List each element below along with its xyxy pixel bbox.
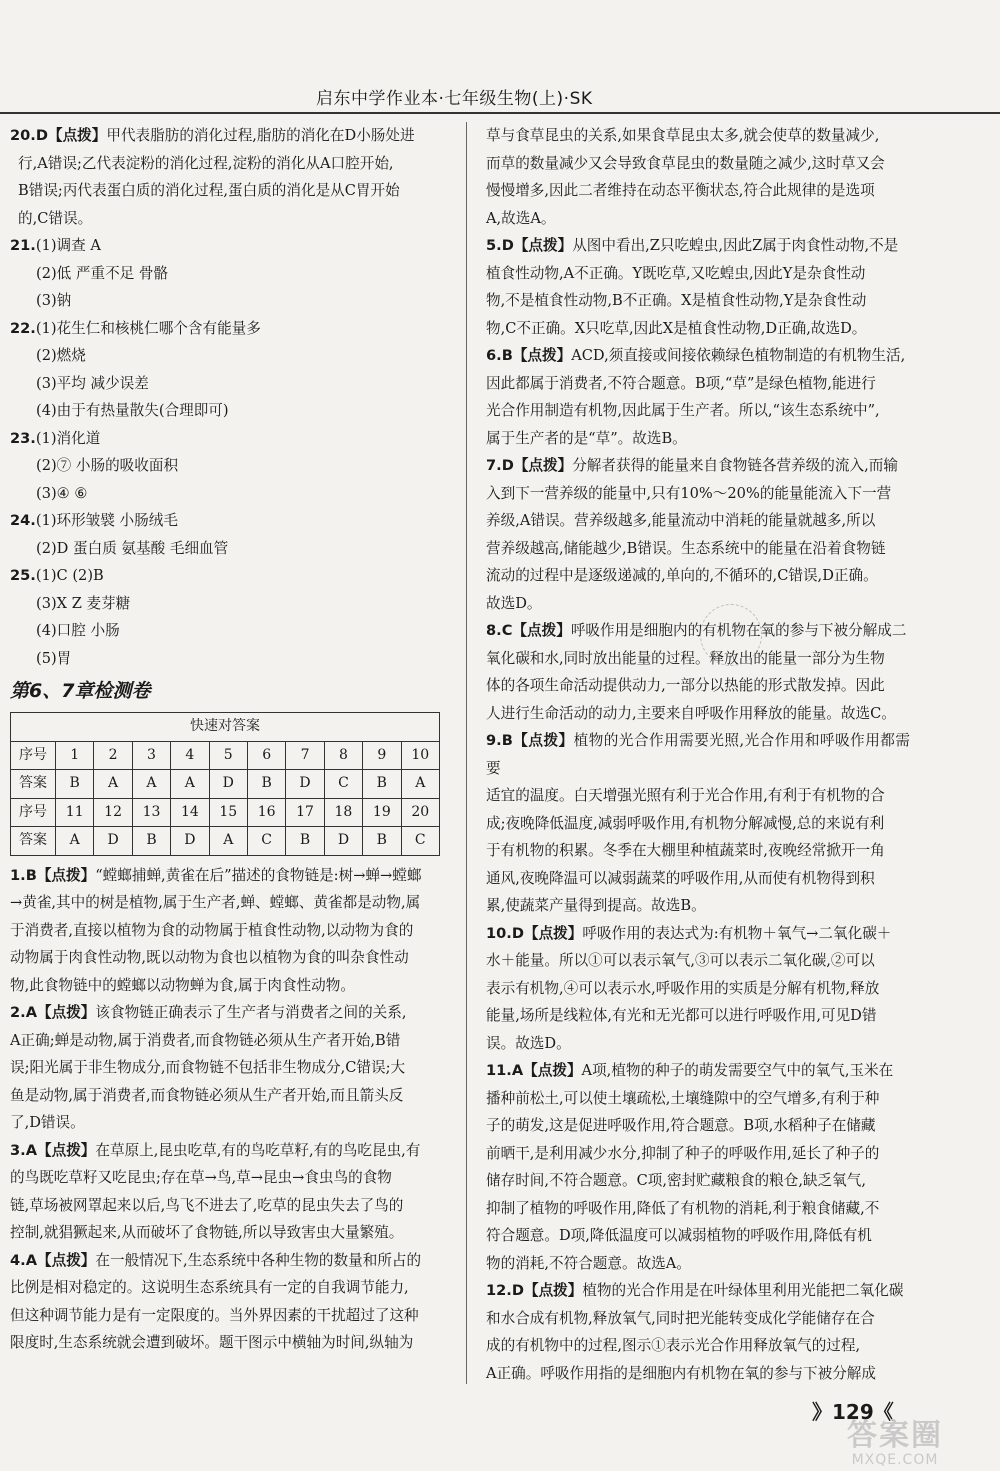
a1-tag: 【点拨】 xyxy=(36,866,96,884)
q22-item: (4)由于有热量散失(合理即可) xyxy=(36,402,229,419)
table-cell: 4 xyxy=(171,741,209,770)
a5-line: 从图中看出,Z只吃蝗虫,因此Z属于肉食性动物,不是 xyxy=(572,237,899,254)
a4-tag: 【点拨】 xyxy=(37,1251,96,1269)
a9-line: 于有机物的积累。冬季在大棚里种植蔬菜时,夜晚经常掀开一角 xyxy=(486,842,885,859)
a1-line: 物,此食物链中的螳螂以动物蝉为食,属于肉食性动物。 xyxy=(10,976,355,994)
row-label: 序号 xyxy=(11,741,56,770)
a6-tag: 【点拨】 xyxy=(512,347,572,364)
a4-line: 限度时,生态系统就会遭到破坏。题干图示中横轴为时间,纵轴为 xyxy=(10,1334,414,1351)
a7-tag: 【点拨】 xyxy=(513,457,573,474)
a9-line: 适宜的温度。白天增强光照有利于光合作用,有利于有机物的合 xyxy=(486,787,885,804)
q21-item: (2)低 严重不足 骨骼 xyxy=(36,264,169,282)
table-cell: 10 xyxy=(401,741,439,770)
a10-number: 10.D xyxy=(486,924,524,942)
a6-line: 属于生产者的是“草”。故选B。 xyxy=(486,429,687,447)
a2-line: 了,D错误。 xyxy=(10,1114,85,1131)
table-row xyxy=(11,798,440,827)
a9-number: 9.B xyxy=(486,732,513,749)
a8-line: 氧化碳和水,同时放出能量的过程。释放出的能量一部分为生物 xyxy=(486,649,885,667)
a3-line: 的鸟既吃草籽又吃昆虫;存在草→鸟,草→昆虫→食虫鸟的食物 xyxy=(10,1169,392,1186)
q24-number: 24. xyxy=(10,512,36,529)
q22-number: 22. xyxy=(10,319,36,337)
a7-line: 入到下一营养级的能量中,只有10%～20%的能量能流入下一营 xyxy=(486,484,892,502)
table-cell: 3 xyxy=(132,741,170,770)
table-cell: B xyxy=(363,827,401,856)
a2-line: 误;阳光属于非生物成分,而食物链不包括非生物成分,C错误;大 xyxy=(10,1059,406,1076)
a2-number: 2.A xyxy=(10,1004,37,1021)
a9-line: 植物的光合作用需要光照,光合作用和呼吸作用都需要 xyxy=(486,732,910,777)
q24-item: (2)D 蛋白质 氨基酸 毛细血管 xyxy=(36,539,229,557)
a7-line: 养级,A错误。营养级越多,能量流动中消耗的能量就越多,所以 xyxy=(486,512,876,529)
q20-line: 的,C错误。 xyxy=(18,209,93,227)
header-rule xyxy=(0,112,1000,114)
table-cell: D xyxy=(209,770,247,799)
a7-line: 故选D。 xyxy=(486,594,542,612)
a3-tag: 【点拨】 xyxy=(37,1141,96,1159)
a3-line: 在草原上,昆虫吃草,有的鸟吃草籽,有的鸟吃昆虫,有 xyxy=(95,1141,421,1159)
a6-number: 6.B xyxy=(486,347,513,364)
table-row xyxy=(11,770,440,799)
explanation-7 xyxy=(486,452,910,617)
a1-line: “螳螂捕蝉,黄雀在后”描述的食物链是:树→蝉→螳螂 xyxy=(95,866,422,884)
answer-q23 xyxy=(10,425,446,508)
table-cell: 20 xyxy=(401,798,439,827)
table-cell: B xyxy=(132,827,170,856)
answer-q24 xyxy=(10,507,446,562)
a5-line: 植食性动物,A不正确。Y既吃草,又吃蝗虫,因此Y是杂食性动 xyxy=(486,264,866,282)
table-cell: 6 xyxy=(247,741,285,770)
q25-number: 25. xyxy=(10,567,36,584)
explanation-2 xyxy=(10,999,446,1137)
column-divider xyxy=(466,122,467,1384)
a4cont-line: 而草的数量减少又会导致食草昆虫的数量随之减少,这时草又会 xyxy=(486,154,885,172)
chapter-title: 第6、7章检测卷 xyxy=(10,680,151,702)
watermark-url: MXQE.COM xyxy=(851,1452,939,1468)
a7-line: 分解者获得的能量来自食物链各营养级的流入,而输 xyxy=(572,457,898,474)
q21-item: (1)调查 A xyxy=(35,237,101,254)
q20-line: 行,A错误;乙代表淀粉的消化过程,淀粉的消化从A口腔开始, xyxy=(18,154,394,172)
a3-line: 链,草场被网罩起来以后,鸟飞不进去了,吃草的昆虫失去了鸟的 xyxy=(10,1196,404,1214)
explanation-4 xyxy=(10,1247,446,1357)
a4-number: 4.A xyxy=(10,1251,37,1269)
a11-tag: 【点拨】 xyxy=(523,1062,582,1079)
a9-line: 通风,夜晚降温可以减弱蔬菜的呼吸作用,从而使有机物得到积 xyxy=(486,869,875,887)
a4cont-line: 慢慢增多,因此二者维持在动态平衡状态,符合此规律的是选项 xyxy=(486,182,875,199)
header-title: 启东中学作业本·七年级生物(上)·SK xyxy=(316,89,593,109)
answer-q20 xyxy=(10,122,446,232)
watermark-logo xyxy=(800,1420,990,1468)
q23-item: (1)消化道 xyxy=(35,429,101,447)
a9-line: 成;夜晚降低温度,减弱呼吸作用,有机物分解减慢,总的来说有利 xyxy=(486,814,885,832)
row-label: 答案 xyxy=(11,770,56,799)
table-caption: 快速对答案 xyxy=(11,713,440,742)
a12-line: 和水合成有机物,释放氧气,同时把光能转变成化学能储存在合 xyxy=(486,1309,875,1327)
a4-line: 在一般情况下,生态系统中各种生物的数量和所占的 xyxy=(95,1251,422,1269)
a1-line: →黄雀,其中的树是植物,属于生产者,蝉、螳螂、黄雀都是动物,属 xyxy=(10,894,421,911)
a11-line: A项,植物的种子的萌发需要空气中的氧气,玉米在 xyxy=(581,1062,894,1079)
table-cell: 19 xyxy=(363,798,401,827)
q25-item: (4)口腔 小肠 xyxy=(36,622,120,639)
a5-line: 物,C不正确。X只吃草,因此X是植食性动物,D正确,故选D。 xyxy=(486,319,867,337)
q22-item: (3)平均 减少误差 xyxy=(36,374,149,392)
table-cell: C xyxy=(247,827,285,856)
explanation-5 xyxy=(486,232,910,342)
q25-item: (3)X Z 麦芽糖 xyxy=(36,594,131,612)
table-cell: 17 xyxy=(286,798,324,827)
table-cell: 18 xyxy=(324,798,362,827)
explanation-6 xyxy=(486,342,910,452)
table-cell: 1 xyxy=(56,741,94,770)
explanation-4-continued xyxy=(486,122,910,232)
table-row xyxy=(11,827,440,856)
table-cell: B xyxy=(56,770,94,799)
a11-line: 前晒干,是利用减少水分,抑制了种子的呼吸作用,延长了种子的 xyxy=(486,1144,880,1162)
a11-line: 储存时间,不符合题意。C项,密封贮藏粮食的粮仓,缺乏氧气, xyxy=(486,1172,866,1189)
table-cell: 9 xyxy=(363,741,401,770)
answer-q22 xyxy=(10,315,446,425)
table-cell: A xyxy=(401,770,439,799)
q21-number: 21. xyxy=(10,237,36,254)
table-cell: 8 xyxy=(324,741,362,770)
a10-line: 能量,场所是线粒体,有光和无光都可以进行呼吸作用,可见D错 xyxy=(486,1007,877,1024)
explanation-8 xyxy=(486,617,910,727)
q20-tag: 【点拨】 xyxy=(47,127,107,144)
q20-line: B错误;丙代表蛋白质的消化过程,蛋白质的消化是从C胃开始 xyxy=(18,182,400,199)
table-cell: B xyxy=(247,770,285,799)
a6-line: 光合作用制造有机物,因此属于生产者。所以,“该生态系统中”, xyxy=(486,402,880,419)
table-cell: B xyxy=(286,827,324,856)
a2-line: A正确;蝉是动物,属于消费者,而食物链必须从生产者开始,B错 xyxy=(10,1031,401,1049)
explanation-12 xyxy=(486,1277,910,1387)
a8-number: 8.C xyxy=(486,622,513,639)
a4cont-line: A,故选A。 xyxy=(486,209,556,227)
a12-line: 植物的光合作用是在叶绿体里利用光能把二氧化碳 xyxy=(582,1282,904,1299)
table-cell: 2 xyxy=(94,741,132,770)
table-cell: D xyxy=(324,827,362,856)
answer-q21 xyxy=(10,232,446,315)
a10-tag: 【点拨】 xyxy=(523,924,583,942)
a5-line: 物,不是植食性动物,B不正确。X是植食性动物,Y是杂食性动 xyxy=(486,292,867,309)
q20-line: 甲代表脂肪的消化过程,脂肪的消化在D小肠处进 xyxy=(106,127,415,144)
a3-number: 3.A xyxy=(10,1141,37,1159)
a1-line: 于消费者,直接以植物为食的动物属于植食性动物,以动物为食的 xyxy=(10,921,414,939)
a4-line: 但这种调节能力是有一定限度的。当外界因素的干扰超过了这种 xyxy=(10,1306,419,1324)
a3-line: 控制,就猖獗起来,从而破坏了食物链,所以导致害虫大量繁殖。 xyxy=(10,1224,404,1241)
a12-line: 成的有机物中的过程,图示①表示光合作用释放氧气的过程, xyxy=(486,1337,861,1354)
left-column xyxy=(10,122,446,1357)
table-cell: A xyxy=(209,827,247,856)
row-label: 序号 xyxy=(11,798,56,827)
a12-line: A正确。呼吸作用指的是细胞内有机物在氧的参与下被分解成 xyxy=(486,1364,876,1382)
right-column xyxy=(486,122,910,1387)
a12-number: 12.D xyxy=(486,1282,524,1299)
table-cell: 13 xyxy=(132,798,170,827)
a10-line: 水＋能量。所以①可以表示氧气,③可以表示二氧化碳,②可以 xyxy=(486,952,875,969)
a6-line: 因此都属于消费者,不符合题意。B项,“草”是绿色植物,能进行 xyxy=(486,374,876,392)
explanation-10 xyxy=(486,920,910,1058)
table-cell: 5 xyxy=(209,741,247,770)
q21-item: (3)钠 xyxy=(36,292,72,309)
row-label: 答案 xyxy=(11,827,56,856)
a6-line: ACD,须直接或间接依赖绿色植物制造的有机物生活, xyxy=(571,347,906,364)
q22-item: (2)燃烧 xyxy=(36,347,86,364)
table-cell: A xyxy=(56,827,94,856)
a10-line: 呼吸作用的表达式为:有机物＋氧气→二氧化碳＋ xyxy=(582,924,892,942)
explanation-9 xyxy=(486,727,910,920)
table-cell: 12 xyxy=(94,798,132,827)
a7-line: 流动的过程中是逐级递减的,单向的,不循环的,C错误,D正确。 xyxy=(486,567,878,584)
table-cell: D xyxy=(171,827,209,856)
table-cell: 15 xyxy=(209,798,247,827)
a11-line: 符合题意。D项,降低温度可以减弱植物的呼吸作用,降低有机 xyxy=(486,1227,872,1244)
q25-item: (1)C (2)B xyxy=(35,567,104,584)
a9-line: 累,使蔬菜产量得到提高。故选B。 xyxy=(486,897,706,914)
q22-item: (1)花生仁和核桃仁哪个含有能量多 xyxy=(35,319,261,337)
a11-line: 物的消耗,不符合题意。故选A。 xyxy=(486,1254,691,1272)
a7-line: 营养级越高,储能越少,B错误。生态系统中的能量在沿着食物链 xyxy=(486,539,886,557)
q25-item: (5)胃 xyxy=(36,649,72,667)
q20-number: 20.D xyxy=(10,127,48,144)
a12-tag: 【点拨】 xyxy=(523,1282,583,1299)
a2-tag: 【点拨】 xyxy=(37,1004,96,1021)
table-cell: C xyxy=(401,827,439,856)
a11-line: 抑制了植物的呼吸作用,降低了有机物的消耗,利于粮食储藏,不 xyxy=(486,1199,880,1217)
q23-item: (3)④ ⑥ xyxy=(36,484,88,502)
a1-line: 动物属于肉食性动物,既以动物为食也以植物为食的叫杂食性动 xyxy=(10,949,409,966)
watermark-text: 答案圈 xyxy=(847,1418,943,1453)
explanation-3 xyxy=(10,1137,446,1247)
a11-line: 播种前松土,可以使土壤疏松,土壤缝隙中的空气增多,有利于种 xyxy=(486,1089,880,1107)
q23-number: 23. xyxy=(10,429,36,447)
table-cell: B xyxy=(363,770,401,799)
table-cell: A xyxy=(94,770,132,799)
table-cell: 16 xyxy=(247,798,285,827)
a8-line: 人进行生命活动的动力,主要来自呼吸作用释放的能量。故选C。 xyxy=(486,704,896,722)
a7-number: 7.D xyxy=(486,457,514,474)
a2-line: 鱼是动物,属于消费者,而食物链必须从生产者开始,而且箭头反 xyxy=(10,1086,404,1104)
a11-line: 子的萌发,这是促进呼吸作用,符合题意。B项,水稻种子在储藏 xyxy=(486,1117,876,1134)
a2-line: 该食物链正确表示了生产者与消费者之间的关系, xyxy=(95,1004,407,1021)
a8-line: 呼吸作用是细胞内的有机物在氧的参与下被分解成二 xyxy=(570,622,907,639)
a11-number: 11.A xyxy=(486,1062,524,1079)
a5-tag: 【点拨】 xyxy=(513,237,573,254)
a1-number: 1.B xyxy=(10,866,37,884)
page-header xyxy=(0,78,1000,118)
explanation-11 xyxy=(486,1057,910,1277)
page-number: 》129《 xyxy=(812,1400,894,1424)
table-cell: 7 xyxy=(286,741,324,770)
table-cell: 14 xyxy=(171,798,209,827)
table-cell: D xyxy=(94,827,132,856)
q23-item: (2)⑦ 小肠的吸收面积 xyxy=(36,457,179,474)
table-cell: A xyxy=(171,770,209,799)
table-cell: C xyxy=(324,770,362,799)
a8-tag: 【点拨】 xyxy=(512,622,571,639)
a8-line: 体的各项生命活动提供动力,一部分以热能的形式散发掉。因此 xyxy=(486,677,885,694)
faint-stamp-mark xyxy=(700,604,762,666)
table-row xyxy=(11,741,440,770)
table-cell: D xyxy=(286,770,324,799)
a9-tag: 【点拨】 xyxy=(512,732,574,749)
a5-number: 5.D xyxy=(486,237,514,254)
q24-item: (1)环形皱襞 小肠绒毛 xyxy=(35,512,178,529)
a4-line: 比例是相对稳定的。这说明生态系统具有一定的自我调节能力, xyxy=(10,1279,409,1296)
quick-answer-table xyxy=(10,712,440,856)
answer-q25 xyxy=(10,562,446,672)
explanation-1 xyxy=(10,862,446,1000)
table-cell: 11 xyxy=(56,798,94,827)
a10-line: 误。故选D。 xyxy=(486,1034,571,1052)
a10-line: 表示有机物,④可以表示水,呼吸作用的实质是分解有机物,释放 xyxy=(486,979,880,997)
a4cont-line: 草与食草昆虫的关系,如果食草昆虫太多,就会使草的数量减少, xyxy=(486,127,880,144)
table-cell: A xyxy=(132,770,170,799)
